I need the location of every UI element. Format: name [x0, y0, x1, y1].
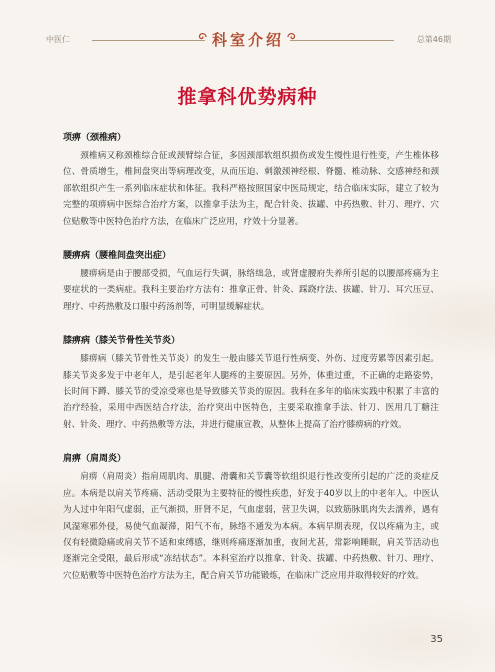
section-lumbar [63, 248, 439, 315]
section-paragraph: 腰痹病是由于腰部受损，气血运行失调，脉络绌急，或肾虚腰府失养所引起的以腰部疼痛为主要症状的一类病症。我科主要治疗方法有：推拿正骨、针灸、踩跷疗法、拔罐、针刀、耳穴压豆、理疗、中药热敷及口服中药汤剂等，可明显缓解症状。 [63, 269, 439, 312]
article-body [63, 130, 439, 602]
page-header [0, 0, 495, 62]
section-knee [63, 333, 439, 433]
section-paragraph: 膝痹病（膝关节骨性关节炎）的发生一般由膝关节退行性病变、外伤、过度劳累等因素引起。膝关节炎多发于中老年人，是引起老年人腿疼的主要原因。另外，体重过重，不正确的走路姿势，长时间下蹲、膝关节的受凉受寒也是导致膝关节炎的原因。我科在多年的临床实践中积累了丰富的治疗经验，采用中西医结合疗法，治疗突出中医特色，主要采取推拿手法、针刀、医用几丁糖注射、针灸、理疗、中药热敷等方法，并进行健康宣教，从整体上提高了治疗膝痹病的疗效。 [63, 354, 439, 430]
section-title: 腰痹病（腰椎间盘突出症） [63, 251, 172, 262]
page-number: 35 [430, 634, 443, 645]
header-issue-number: 总第46期 [416, 35, 451, 44]
page-title: 推拿科优势病种 [177, 86, 318, 108]
header-magazine-name: 中医仁 [46, 35, 70, 44]
section-title: 膝痹病（膝关节骨性关节炎） [63, 336, 181, 347]
swirl-ornament-icon [286, 31, 298, 43]
section-title: 肩痹（肩周炎） [63, 454, 127, 465]
section-title: 项痹（颈椎病） [63, 133, 127, 143]
section-shoulder [63, 451, 439, 584]
header-rule-left [92, 40, 205, 41]
header-section-title: 科室介绍 [211, 31, 284, 49]
section-cervical [63, 130, 439, 230]
swirl-ornament-icon [196, 31, 208, 43]
header-rule-right [290, 40, 394, 41]
section-paragraph: 颈椎病又称颈椎综合征或颈臂综合征，多因颈部软组织损伤或发生慢性退行性变，产生椎体移位、骨质增生，椎间盘突出等病理改变，从而压迫、刺激颈神经根、脊髓、椎动脉、交感神经和颈部软组织产生一系列临床症状和体征。我科严格按照国家中医局规定，结合临床实际，建立了较为完整的项痹病中医综合治疗方案，以推拿手法为主，配合针灸、拔罐、中药热敷、针刀、理疗、穴位贴敷等中医特色治疗方法，在临床广泛应用，疗效十分显著。 [63, 151, 439, 227]
section-paragraph: 肩痹（肩周炎）指肩周肌肉、肌腱、滑囊和关节囊等软组织退行性改变所引起的广泛的炎症反应。本病是以肩关节疼痛、活动受限为主要特征的慢性疾患，好发于40岁以上的中老年人。中医认为人过中年阳气虚弱，正气渐损，肝肾不足，气血虚弱，营卫失调，以致筋脉肌肉失去濡养，遇有风湿寒邪外侵，易使气血凝滞，阳气不布，脉络不通发为本病。本病早期表现，仅以疼痛为主，或仅有轻微隐痛或肩关节不适和束缚感，继则疼痛逐渐加重，夜间尤甚，常影响睡眠，肩关节活动也逐渐完全受限，最后形成“冻结状态”。本科室治疗以推拿、针灸、拔罐、中药热敷、针刀、理疗、穴位贴敷等中医特色治疗方法为主，配合肩关节功能锻炼，在临床广泛应用并取得较好的疗效。 [63, 472, 439, 581]
